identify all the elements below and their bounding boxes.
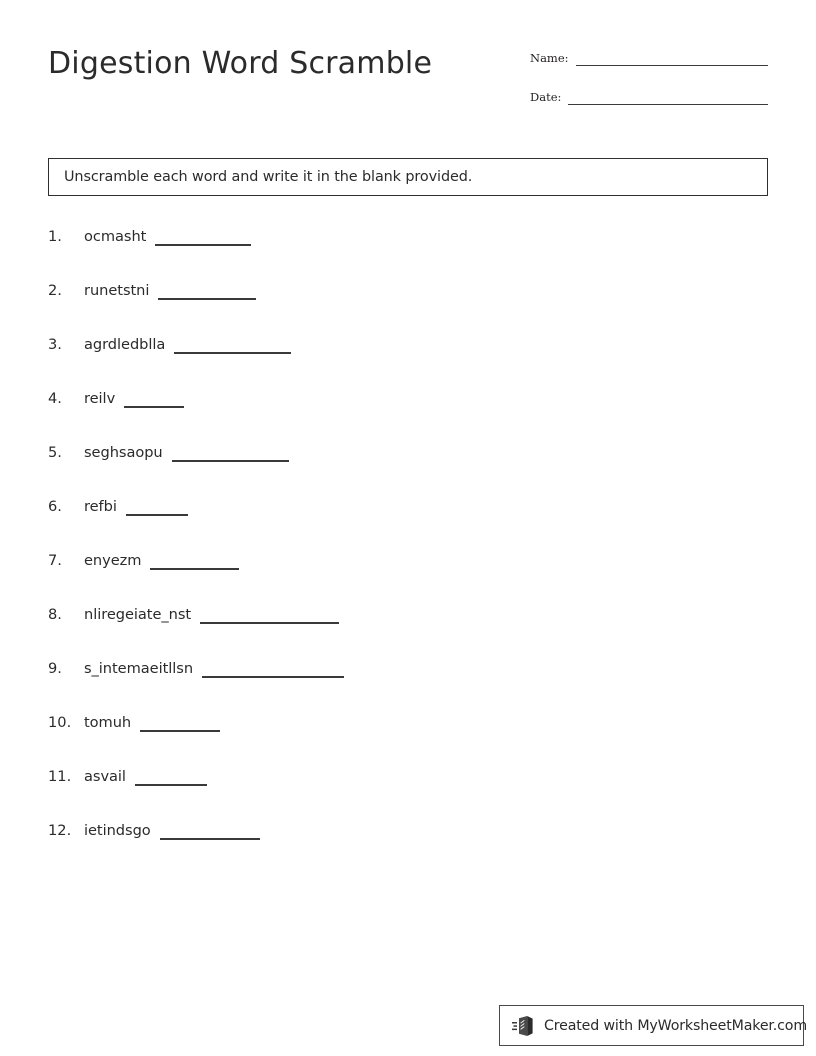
scrambled-word: ocmasht <box>84 228 147 245</box>
answer-blank[interactable] <box>200 605 339 624</box>
word-number: 8. <box>48 606 62 623</box>
answer-blank[interactable] <box>174 335 291 354</box>
scrambled-word: enyezm <box>84 552 142 569</box>
name-input-line[interactable] <box>576 51 768 66</box>
answer-blank[interactable] <box>126 497 188 516</box>
scrambled-word: nliregeiate_nst <box>84 606 192 623</box>
word-scramble-row <box>48 443 768 497</box>
word-number: 4. <box>48 390 62 407</box>
scrambled-word: agrdledblla <box>84 336 166 353</box>
word-scramble-row <box>48 497 768 551</box>
word-scramble-row <box>48 551 768 605</box>
answer-blank[interactable] <box>155 227 251 246</box>
date-label: Date: <box>530 90 562 104</box>
word-number: 12. <box>48 822 72 839</box>
word-scramble-row <box>48 821 768 875</box>
word-scramble-row <box>48 227 768 281</box>
word-scramble-row <box>48 335 768 389</box>
scrambled-word: asvail <box>84 768 126 785</box>
word-number: 2. <box>48 282 62 299</box>
date-row <box>530 85 768 105</box>
word-scramble-row <box>48 713 768 767</box>
answer-blank[interactable] <box>140 713 220 732</box>
date-input-line[interactable] <box>568 90 768 105</box>
footer-attribution-badge[interactable] <box>499 1005 807 1046</box>
instruction-text: Unscramble each word and write it in the blank provided. <box>64 169 473 185</box>
footer-attribution-text: Created with MyWorksheetMaker.com <box>544 1017 807 1034</box>
word-scramble-row <box>48 767 768 821</box>
answer-blank[interactable] <box>172 443 289 462</box>
scrambled-word: s_intemaeitllsn <box>84 660 194 677</box>
scrambled-word: runetstni <box>84 282 150 299</box>
word-scramble-row <box>48 281 768 335</box>
answer-blank[interactable] <box>124 389 184 408</box>
word-number: 9. <box>48 660 62 677</box>
word-scramble-list <box>48 227 768 875</box>
word-scramble-row <box>48 605 768 659</box>
worksheet-header <box>0 0 816 130</box>
scrambled-word: reilv <box>84 390 116 407</box>
word-scramble-row <box>48 659 768 713</box>
answer-blank[interactable] <box>150 551 239 570</box>
word-number: 7. <box>48 552 62 569</box>
scrambled-word: ietindsgo <box>84 822 151 839</box>
word-number: 3. <box>48 336 62 353</box>
scrambled-word: tomuh <box>84 714 132 731</box>
word-number: 6. <box>48 498 62 515</box>
answer-blank[interactable] <box>158 281 256 300</box>
scrambled-word: refbi <box>84 498 117 515</box>
word-number: 10. <box>48 714 72 731</box>
answer-blank[interactable] <box>202 659 344 678</box>
scrambled-word: seghsaopu <box>84 444 163 461</box>
name-date-block <box>530 46 768 124</box>
myworksheetmaker-logo-icon <box>511 1013 537 1039</box>
name-label: Name: <box>530 51 569 65</box>
word-number: 5. <box>48 444 62 461</box>
name-row <box>530 46 768 66</box>
page-title: Digestion Word Scramble <box>48 46 433 81</box>
answer-blank[interactable] <box>135 767 207 786</box>
word-number: 11. <box>48 768 72 785</box>
word-number: 1. <box>48 228 62 245</box>
answer-blank[interactable] <box>160 821 260 840</box>
instruction-box <box>48 158 768 196</box>
word-scramble-row <box>48 389 768 443</box>
